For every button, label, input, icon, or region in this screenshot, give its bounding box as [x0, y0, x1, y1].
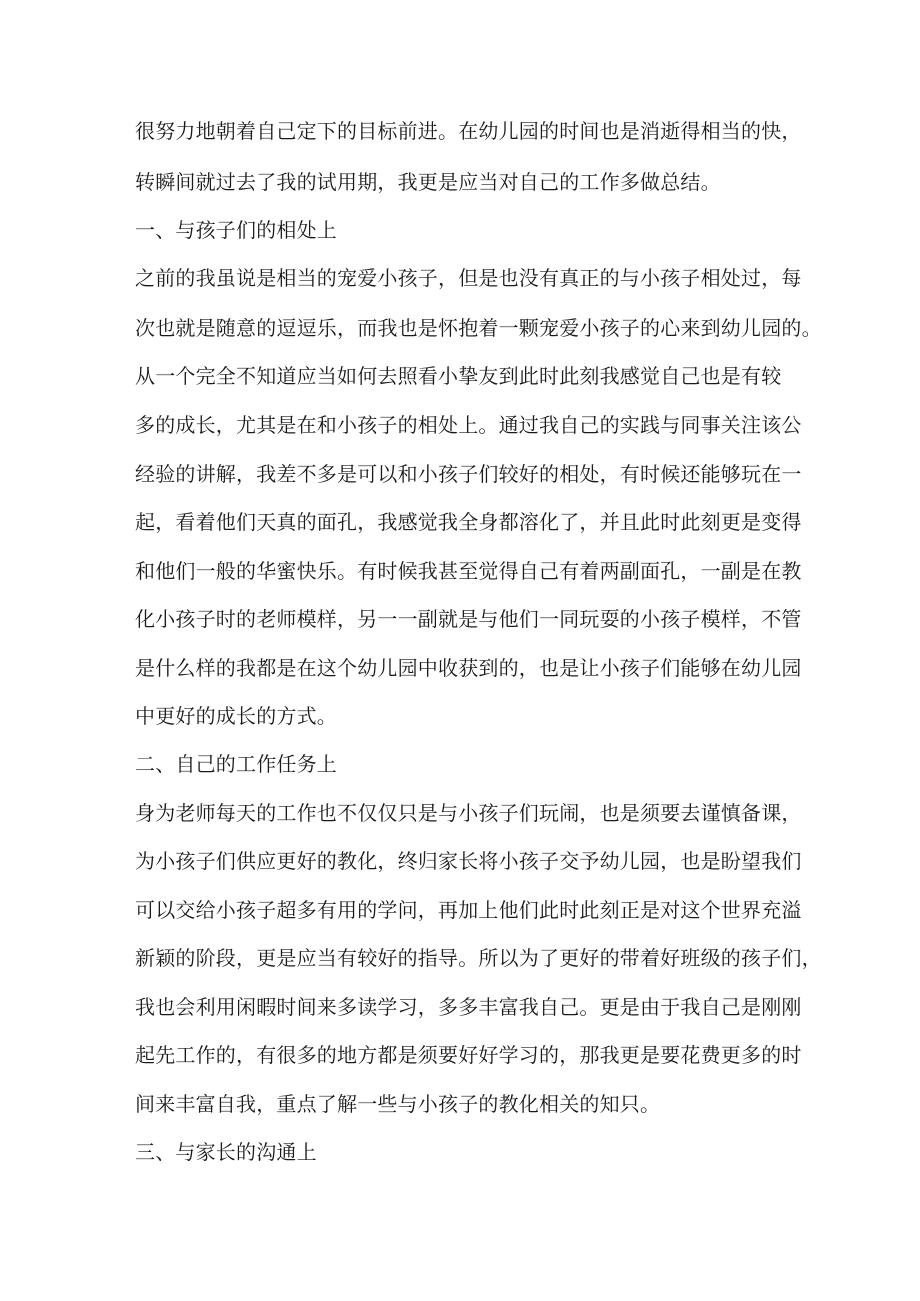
- text-line: 和他们一般的华蜜快乐。有时候我甚至觉得自己有着两副面孔，一副是在教: [135, 559, 802, 583]
- text-line: 我也会利用闲暇时间来多读学习，多多丰富我自己。更是由于我自己是刚刚: [135, 995, 802, 1019]
- section-heading: 三、与家长的沟通上: [135, 1140, 317, 1164]
- text-line: 之前的我虽说是相当的宠爱小孩子，但是也没有真正的与小孩子相处过，每: [135, 266, 802, 290]
- text-line: 经验的讲解，我差不多是可以和小孩子们较好的相处，有时候还能够玩在一: [135, 462, 802, 486]
- text-line: 是什么样的我都是在这个幼儿园中收获到的，也是让小孩子们能够在幼儿园: [135, 656, 802, 680]
- text-line: 间来丰富自我，重点了解一些与小孩子的教化相关的知只。: [135, 1092, 661, 1116]
- text-line: 从一个完全不知道应当如何去照看小挚友到此时此刻我感觉自己也是有较: [135, 364, 782, 388]
- text-line: 多的成长，尤其是在和小孩子的相处上。通过我自己的实践与同事关注该公: [135, 413, 802, 437]
- section-heading: 二、自己的工作任务上: [135, 752, 337, 776]
- text-line: 次也就是随意的逗逗乐，而我也是怀抱着一颗宠爱小孩子的心来到幼儿园的。: [135, 316, 822, 340]
- text-line: 起，看着他们天真的面孔，我感觉我全身都溶化了，并且此时此刻更是变得: [135, 510, 802, 534]
- text-line: 中更好的成长的方式。: [135, 704, 337, 728]
- text-line: 很努力地朝着自己定下的目标前进。在幼儿园的时间也是消逝得相当的快，: [135, 119, 802, 143]
- text-line: 可以交给小孩子超多有用的学问，再加上他们此时此刻正是对这个世界充溢: [135, 898, 802, 922]
- text-line: 化小孩子时的老师模样，另一一副就是与他们一同玩耍的小孩子模样，不管: [135, 607, 802, 631]
- text-line: 新颖的阶段，更是应当有较好的指导。所以为了更好的带着好班级的孩子们，: [135, 946, 822, 970]
- section-heading: 一、与孩子们的相处上: [135, 218, 337, 242]
- text-line: 身为老师每天的工作也不仅仅只是与小孩子们玩闹，也是须要去谨慎备课，: [135, 801, 802, 825]
- text-line: 为小孩子们供应更好的教化，终归家长将小孩子交予幼儿园，也是盼望我们: [135, 849, 802, 873]
- text-line: 转瞬间就过去了我的试用期，我更是应当对自己的工作多做总结。: [135, 170, 721, 194]
- text-line: 起先工作的，有很多的地方都是须要好好学习的，那我更是要花费更多的时: [135, 1043, 802, 1067]
